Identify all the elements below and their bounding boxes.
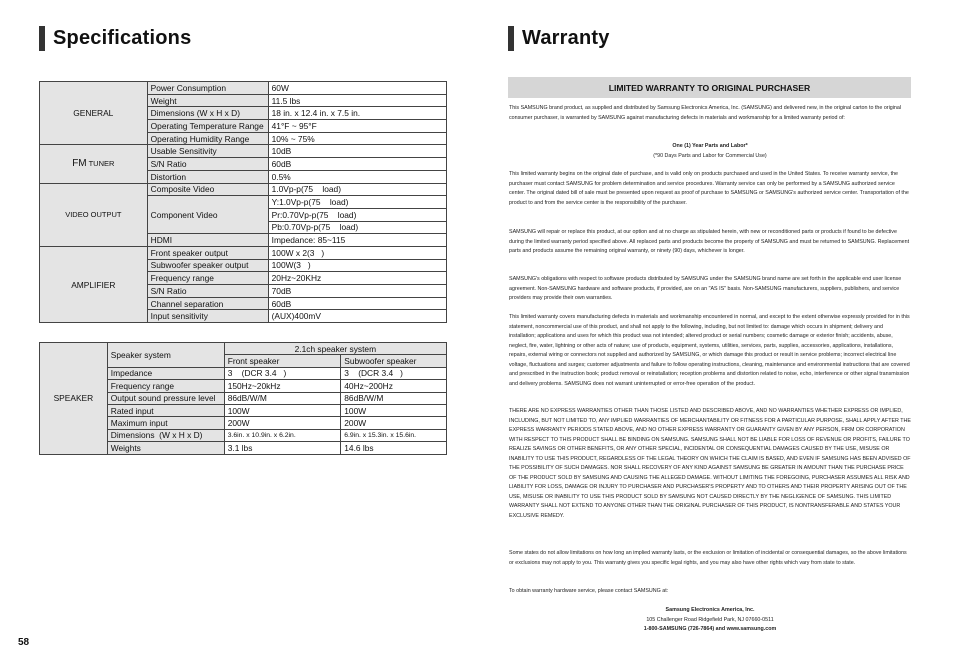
spec-value: 0.5% [268, 170, 446, 183]
front-value: 3 (DCR 3.4 ) [224, 367, 341, 379]
category-general: GENERAL [40, 82, 148, 145]
front-value: 100W [224, 404, 341, 416]
warranty-heading [508, 25, 610, 51]
category-fm-main: FM [72, 158, 87, 170]
front-value: 150Hz~20kHz [224, 380, 341, 392]
spec-label: Power Consumption [147, 82, 268, 95]
spec-label: Front speaker output [147, 246, 268, 259]
sub-value: 200W [341, 417, 447, 429]
spec-label: Rated input [107, 404, 224, 416]
warranty-paragraph: This limited warranty covers manufacturing defects in materials and workmanship encountered in normal, and except to the extent otherwise expressly provided for in this statement, noncommercial use of this product, and shall not apply to the following, including, but not limited to: damage which occurs in shipment; delivery and installation; applications and uses for which this product was not intended; altered product or serial numbers; cosmetic damage or exterior finish; accidents, abuse, neglect, fire, water, lightning or other acts of nature; use of products, equipment, systems, utilities, services, parts, supplies, accessories, applications, installations, repairs, external wiring or connectors not supplied and authorized by SAMSUNG, or which damage this product or result in service problems; incorrect electrical line voltage, fluctuations and surges; customer adjustments and failure to follow operating instructions, cleaning, maintenance and environmental instructions that are covered and prescribed in the instruction book; product removal or reinstallation; reception problems and distortion related to noise, echo, interference or other signal transmission and delivery problems. SAMSUNG does not warrant uninterrupted or error-free operation of the product. [509, 314, 910, 387]
front-value: 3.6in. x 10.9in. x 6.2in. [224, 429, 341, 441]
address-company: Samsung Electronics America, Inc. [665, 607, 755, 613]
spec-value: 60dB [268, 297, 446, 310]
spec-label: Subwoofer speaker output [147, 259, 268, 272]
category-fm-sub: TUNER [86, 159, 115, 169]
spec-label: Output sound pressure level [107, 392, 224, 404]
sub-value: 100W [341, 404, 447, 416]
spec-label: Weight [147, 94, 268, 107]
spec-label: Frequency range [147, 272, 268, 285]
spec-value: Pr:0.70Vp-p(75 load) [268, 208, 446, 221]
spec-label: Dimensions (W x H x D) [147, 107, 268, 120]
sub-value: 40Hz~200Hz [341, 380, 447, 392]
spec-label: S/N Ratio [147, 285, 268, 298]
page-title: Warranty [522, 26, 610, 49]
spec-value: 10% ~ 75% [268, 132, 446, 145]
spec-value: 1.0Vp-p(75 load) [268, 183, 446, 196]
front-speaker-header: Front speaker [224, 355, 341, 367]
spec-value: 60dB [268, 158, 446, 171]
spec-value: (AUX)400mV [268, 310, 446, 323]
spec-value: 70dB [268, 285, 446, 298]
warranty-paragraph: This SAMSUNG brand product, as supplied and distributed by Samsung Electronics America, Inc. (SAMSUNG) and delivered new, in the original carton to the original consumer purchaser, is warranted by SAMSUNG against manufacturing defects in materials and workmanship for a limited warranty period of: [509, 105, 902, 121]
spec-value: 10dB [268, 145, 446, 158]
spec-value: 41°F ~ 95°F [268, 120, 446, 133]
category-speaker: SPEAKER [40, 343, 108, 455]
spec-value: 11.5 lbs [268, 94, 446, 107]
address-street: 105 Challenger Road Ridgefield Park, NJ 07660-0511 [646, 617, 774, 623]
address-phone: 1-800-SAMSUNG (726-7864) and www.samsung.com [643, 626, 777, 632]
spec-label: Composite Video [147, 183, 268, 196]
spec-value: 100W(3 ) [268, 259, 446, 272]
page-number: 58 [18, 637, 30, 648]
sub-value: 6.9in. x 15.3in. x 15.6in. [341, 429, 447, 441]
page-title: Specifications [53, 26, 192, 49]
spec-value: Y:1.0Vp-p(75 load) [268, 196, 446, 209]
sub-value: 86dB/W/M [341, 392, 447, 404]
spec-label: Operating Temperature Range [147, 120, 268, 133]
warranty-paragraph: SAMSUNG will repair or replace this product, at our option and at no charge as stipulated herein, with new or reconditioned parts or products if found to be defective during the limited warranty period specified above. All replaced parts and products become the property of SAMSUNG and must be returned to SAMSUNG. Replacement parts and products assume the remaining original warranty, or ninety (90) days, whichever is longer. [509, 229, 910, 254]
spec-value: Impedance: 85~115 [268, 234, 446, 247]
spec-label: Dimensions (W x H x D) [107, 429, 224, 441]
spec-label: Frequency range [107, 380, 224, 392]
front-value: 86dB/W/M [224, 392, 341, 404]
spec-label: Component Video [147, 196, 268, 234]
front-value: 200W [224, 417, 341, 429]
spec-label: Channel separation [147, 297, 268, 310]
specifications-table [39, 81, 447, 323]
speaker-system-value: 2.1ch speaker system [224, 343, 446, 355]
spec-label: Impedance [107, 367, 224, 379]
sub-value: 3 (DCR 3.4 ) [341, 367, 447, 379]
spec-label: Input sensitivity [147, 310, 268, 323]
spec-value: 20Hz~20KHz [268, 272, 446, 285]
warranty-contact: To obtain warranty hardware service, please contact SAMSUNG at: [509, 588, 669, 594]
warranty-paragraph: Some states do not allow limitations on how long an implied warranty lasts, or the exclusion or limitation of incidental or consequential damages, so the above limitations or exclusions may not apply to you. This warranty gives you specific legal rights, and you may also have other rights which vary from state to state. [509, 550, 907, 566]
heading-bar [39, 26, 45, 51]
category-video-output: VIDEO OUTPUT [40, 183, 148, 246]
warranty-disclaimer: THERE ARE NO EXPRESS WARRANTIES OTHER THAN THOSE LISTED AND DESCRIBED ABOVE, AND NO WARRANTIES WHETHER EXPRESS OR IMPLIED, INCLUDING, BUT NOT LIMITED TO, ANY IMPLIED WARRANTIES OF MERCHANTABILITY OR FITNESS FOR A PARTICULAR PURPOSE, SHALL APPLY AFTER THE EXPRESS WARRANTY PERIODS STATED ABOVE, AND NO OTHER EXPRESS WARRANTY OR GUARANTY GIVEN BY ANY PERSON, FIRM OR CORPORATION WITH RESPECT TO THIS PRODUCT SHALL BE BINDING ON SAMSUNG. SAMSUNG SHALL NOT BE LIABLE FOR LOSS OF REVENUE OR PROFITS, FAILURE TO REALIZE SAVINGS OR OTHER BENEFITS, OR ANY OTHER SPECIAL, INCIDENTAL OR CONSEQUENTIAL DAMAGES CAUSED BY THE USE, MISUSE OR INABILITY TO USE THIS PRODUCT, REGARDLESS OF THE LEGAL THEORY ON WHICH THE CLAIM IS BASED, AND EVEN IF SAMSUNG HAS BEEN ADVISED OF THE POSSIBILITY OF SUCH DAMAGES. NOR SHALL RECOVERY OF ANY KIND AGAINST SAMSUNG BE GREATER IN AMOUNT THAN THE PURCHASE PRICE OF THE PRODUCT SOLD BY SAMSUNG AND CAUSING THE ALLEGED DAMAGE. WITHOUT LIMITING THE FOREGOING, PURCHASER ASSUMES ALL RISK AND LIABILITY FOR LOSS, DAMAGE OR INJURY TO PURCHASER AND PURCHASER'S PROPERTY AND TO OTHERS AND THEIR PROPERTY ARISING OUT OF THE USE, MISUSE OR INABILITY TO USE THIS PRODUCT SOLD BY SAMSUNG NOT CAUSED DIRECTLY BY THE NEGLIGENCE OF SAMSUNG. THIS LIMITED WARRANTY SHALL NOT EXTEND TO ANYONE OTHER THAN THE ORIGINAL PURCHASER OF THIS PRODUCT, IS NONTRANSFERABLE AND STATES YOUR EXCLUSIVE REMEDY. [509, 408, 911, 519]
spec-label: S/N Ratio [147, 158, 268, 171]
heading-bar [508, 26, 514, 51]
speaker-table [39, 342, 447, 455]
warranty-period: One (1) Year Parts and Labor* [672, 143, 748, 149]
spec-value: 60W [268, 82, 446, 95]
warranty-period-note: (*90 Days Parts and Labor for Commercial Use) [653, 153, 767, 159]
spec-label: Usable Sensitivity [147, 145, 268, 158]
spec-label: Maximum input [107, 417, 224, 429]
category-fm-tuner [40, 145, 148, 183]
spec-label: Distortion [147, 170, 268, 183]
category-amplifier: AMPLIFIER [40, 246, 148, 322]
spec-label: Weights [107, 442, 224, 454]
sub-value: 14.6 lbs [341, 442, 447, 454]
warranty-title-box: LIMITED WARRANTY TO ORIGINAL PURCHASER [508, 77, 911, 98]
warranty-paragraph: This limited warranty begins on the original date of purchase, and is valid only on products purchased and used in the United States. To receive warranty service, the purchaser must contact SAMSUNG for problem determination and service procedures. Warranty service can only be performed by a SAMSUNG authorized service center. The original dated bill of sale must be presented upon request as proof of purchase to SAMSUNG or SAMSUNG's authorized service center. Transportation of the product to and from the service center is the responsibility of the purchaser. [509, 171, 909, 206]
specifications-heading [39, 25, 191, 51]
speaker-system-label: Speaker system [107, 343, 224, 368]
spec-value: Pb:0.70Vp-p(75 load) [268, 221, 446, 234]
spec-label: HDMI [147, 234, 268, 247]
spec-value: 100W x 2(3 ) [268, 246, 446, 259]
front-value: 3.1 lbs [224, 442, 341, 454]
warranty-paragraph: SAMSUNG's obligations with respect to software products distributed by SAMSUNG under the SAMSUNG brand name are set forth in the applicable end user license agreement. Non-SAMSUNG hardware and software products, if provided, are on an "AS IS" basis. Non-SAMSUNG manufacturers, suppliers, publishers, and service providers may provide their own warranties. [509, 276, 902, 301]
spec-label: Operating Humidity Range [147, 132, 268, 145]
subwoofer-speaker-header: Subwoofer speaker [341, 355, 447, 367]
spec-value: 18 in. x 12.4 in. x 7.5 in. [268, 107, 446, 120]
